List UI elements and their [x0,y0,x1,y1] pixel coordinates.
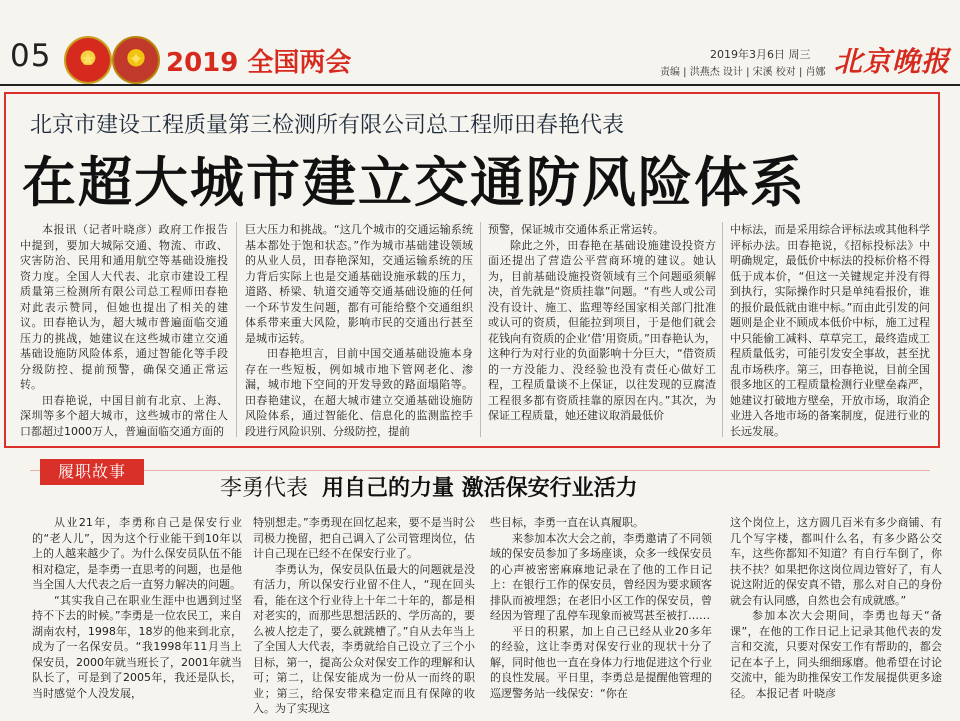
article-column-3 [488,222,716,442]
paragraph: 巨大压力和挑战。“这几个城市的交通运输系统基本都处于饱和状态。”作为城市基础建设领域的从业人员，田春艳深知，交通运输系统的压力背后实际上也是交通基础设施承载的压力，道路、桥梁、轨道交通等交通基础设施的任何一个环节发生问题，都有可能给整个交通组织体系带来重大风险，影响市民的交通出行甚至是城市运转。 [245,223,473,345]
staff-credits: 责编 | 洪燕杰 设计 | 宋溪 校对 | 肖娜 [660,67,826,78]
article2-column-1 [32,515,242,721]
headline-name: 李勇代表 [220,476,309,501]
paragraph: 特别想走。”李勇现在回忆起来，要不是当时公司极力挽留，把自己调入了公司管理岗位，估计自己现在已经不在保安行业了。 [253,516,475,560]
masthead-divider [0,84,960,86]
section-title: 2019 全国两会 [166,48,352,78]
article-column-4 [730,222,930,442]
paragraph: 田春艳说，中国目前有北京、上海、深圳等多个超大城市，这些城市的常住人口都超过1000万人，普遍面临交通方面的 [20,393,228,438]
paragraph: 李勇认为，保安员队伍最大的问题就是没有活力，所以保安行业留不住人，“现在回头看，能在这个行业待上十年二十年的，都是相对老实的，而那些思想活跃的、学历高的，要么被人挖走了，要么就跳槽了。”自从去年当上了全国人大代表，李勇就给自己设立了三个小目标，第一，提高公众对保安工作的理解和认可；第二，让保安能成为一份从一而终的职业；第三，给保安带来稳定而且有保障的收入。为了实现这 [253,562,475,715]
paragraph: 中标法，而是采用综合评标法或其他科学评标办法。田春艳说，《招标投标法》中明确规定，最低价中标法的投标价格不得低于成本价，“但这一关键规定并没有得到执行，实际操作时只是单纯看报价，谁的报价最低就由谁中标。”而由此引发的问题则是企业不顾成本低价中标，施工过程中只能偷工减料、草草完工，最终造成工程质量低劣，可能引发安全事故，甚至扰乱市场秩序。第三，田春艳说，目前全国很多地区的工程质量检测行业壁垒森严，她建议打破地方壁垒，开放市场，取消企业进入各地市场的备案制度，促进行业的长远发展。 [730,223,930,438]
masthead [0,0,960,86]
article-kicker: 北京市建设工程质量第三检测所有限公司总工程师田春艳代表 [30,113,625,138]
article2-headline [220,471,638,502]
issue-date: 2019年3月6日 周三 [710,48,811,61]
column-divider [480,222,481,437]
article-headline: 在超大城市建立交通防风险体系 [22,151,806,214]
paragraph: 预警，保证城市交通体系正常运转。 [488,223,664,236]
newspaper-logo: 北京晚报 [834,45,951,78]
article-column-2 [245,222,473,442]
page-number: 05 [10,38,52,74]
column-divider [236,222,237,437]
paragraph: 从业21年，李勇称自己是保安行业的“老人儿”，因为这个行业能干到10年以上的人越来越少了。为什么保安员队伍不能相对稳定，是李勇一直思考的问题，也是他当全国人大代表之后一直努力解决的问题。 [32,516,242,591]
paragraph: 参加本次大会期间，李勇也每天“备课”，在他的工作日记上记录其他代表的发言和交流，只要对保安工作有帮助的，都会记在本子上，同头细细琢磨。他希望在讨论交流中，能为助推保安工作发展提供更多途径。 本报记者 叶晓彦 [730,609,942,700]
article-column-1 [20,222,228,442]
paragraph: 这个岗位上，这方圆几百米有多少商铺、有几个写字楼，都叫什么名，有多少路公交车，这些你都知不知道？有自行车倒了，你扶不扶？如果把你这岗位周边管好了，有人说这附近的保安真不错，那么对自己的身份就会有认同感，自然也会有成就感。” [730,516,942,607]
article2-column-3 [490,515,712,721]
paragraph: 平日的积累，加上自己已经从业20多年的经验，这让李勇对保安行业的现状十分了解，同时他也一直在身体力行地促进这个行业的良性发展。平日里，李勇总是提醒他管理的巡逻警务站一线保安：“你在 [490,624,712,700]
paragraph: “其实我自己在职业生涯中也遇到过坚持不下去的时候。”李勇是一位农民工，来自湖南农村，1998年，18岁的他来到北京，成为了一名保安员。“我1998年11月当上保安员，2000年就当班长了，2001年就当队长了，可是到了2005年，我还是队长，当时感觉个人没发展， [32,593,242,700]
cppcc-emblem-icon: ✦ [112,36,160,84]
column-divider [722,222,723,437]
paragraph: 田春艳坦言，目前中国交通基础设施本身存在一些短板，例如城市地下管网老化、渗漏，城市地下空间的开发导致的路面塌陷等。田春艳建议，在超大城市建立交通基础设施防风险体系，通过智能化、信息化的监测监控手段进行风险识别、分级防控，提前 [245,347,473,438]
article2-column-2 [253,515,475,721]
paragraph: 来参加本次大会之前，李勇邀请了不同领域的保安员参加了多场座谈，众多一线保安员的心声被密密麻麻地记录在了他的工作日记上：在银行工作的保安员，曾经因为要求顾客排队而被埋怨；在老旧小区工作的保安员，曾经因为管理了乱停车现象而被骂甚至被打…… [490,531,712,622]
paragraph: 些目标，李勇一直在认真履职。 [490,516,644,529]
headline-slogan: 用自己的力量 激活保安行业活力 [322,476,638,501]
national-emblem-icon: ★ [64,36,112,84]
paragraph: 除此之外，田春艳在基础设施建设投资方面还提出了营造公平营商环境的建议。她认为，目前基础设施投资领域有三个问题亟须解决，首先就是“资质挂靠”问题。“有些人或公司没有设计、施工、监理等经国家相关部门批准或认可的资质，但能拉到项目，于是他们就会花钱向有资质的企业‘借’用资质。”田春艳认为，这种行为对行业的负面影响十分巨大，“借资质的一方没能力、没经验也没有责任心做好工程，工程质量谈不上保证，以往发现的豆腐渣工程很多都有资质挂靠的原因在内。”其次，为保证工程质量，她还建议取消最低价 [488,238,716,422]
section-tag: 履职故事 [40,459,144,485]
paragraph: 本报讯（记者叶晓彦）政府工作报告中提到，要加大城际交通、物流、市政、灾害防治、民用和通用航空等基础设施投资力度。全国人大代表、北京市建设工程质量第三检测所有限公司总工程师田春艳对此表示赞同，但她也提出了相关的建议。田春艳认为，超大城市普遍面临交通压力的挑战，她建议在这些城市建立交通基础设施防风险体系，通过智能化等手段分级防控、提前预警，确保交通正常运转。 [20,223,228,391]
article2-column-4 [730,515,942,721]
